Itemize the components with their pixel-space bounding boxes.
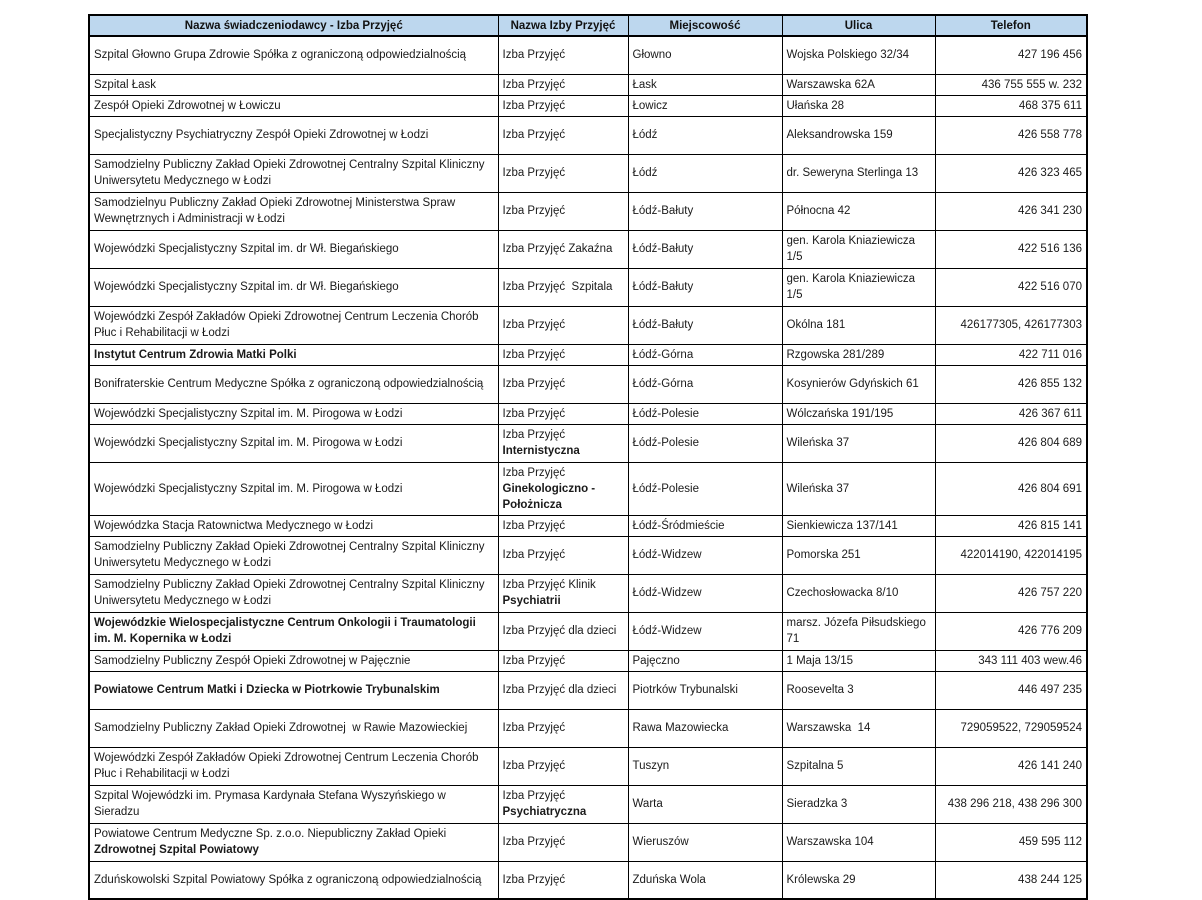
phone-cell: 426 367 611	[935, 403, 1087, 424]
ward-type-cell: Izba Przyjęć	[498, 192, 628, 230]
provider-name-cell: Szpital Łask	[89, 74, 498, 95]
provider-name-cell: Samodzielny Publiczny Zakład Opieki Zdrowotnej Centralny Szpital Kliniczny Uniwersytetu Medycznego w Łodzi	[89, 154, 498, 192]
header-street: Ulica	[782, 15, 935, 36]
phone-cell: 426 855 132	[935, 365, 1087, 403]
city-cell: Łódź	[628, 154, 782, 192]
street-cell: Wólczańska 191/195	[782, 403, 935, 424]
phone-cell: 426 804 691	[935, 462, 1087, 515]
street-cell: gen. Karola Kniaziewicza 1/5	[782, 268, 935, 306]
phone-cell: 729059522, 729059524	[935, 709, 1087, 747]
street-cell: Warszawska 62A	[782, 74, 935, 95]
ward-type-cell: Izba Przyjęć	[498, 74, 628, 95]
phone-cell: 459 595 112	[935, 823, 1087, 861]
ward-type-cell: Izba Przyjęć	[498, 823, 628, 861]
city-cell: Łódź	[628, 116, 782, 154]
ward-type-cell: Izba Przyjęć	[498, 650, 628, 671]
street-cell: Sienkiewicza 137/141	[782, 515, 935, 536]
phone-cell: 343 111 403 wew.46	[935, 650, 1087, 671]
ward-type-cell: Izba Przyjęć	[498, 403, 628, 424]
header-ward-type: Nazwa Izby Przyjęć	[498, 15, 628, 36]
ward-type-cell: Izba Przyjęć Psychiatryczna	[498, 785, 628, 823]
provider-name-cell: Samodzielny Publiczny Zakład Opieki Zdrowotnej Centralny Szpital Kliniczny Uniwersytetu Medycznego w Łodzi	[89, 536, 498, 574]
table-row	[89, 95, 1087, 116]
city-cell: Łódź-Widzew	[628, 536, 782, 574]
hospital-admissions-table	[88, 14, 1088, 900]
table-row	[89, 462, 1087, 515]
city-cell: Łódź-Widzew	[628, 612, 782, 650]
ward-type-cell: Izba Przyjęć	[498, 344, 628, 365]
phone-cell: 422 516 136	[935, 230, 1087, 268]
provider-name-cell: Wojewódzki Zespół Zakładów Opieki Zdrowotnej Centrum Leczenia Chorób Płuc i Rehabilitacji w Łodzi	[89, 747, 498, 785]
city-cell: Łódź-Polesie	[628, 424, 782, 462]
phone-cell: 427 196 456	[935, 36, 1087, 74]
provider-name-cell: Powiatowe Centrum Matki i Dziecka w Piotrkowie Trybunalskim	[89, 671, 498, 709]
provider-name-cell: Wojewódzki Zespół Zakładów Opieki Zdrowotnej Centrum Leczenia Chorób Płuc i Rehabilitacji w Łodzi	[89, 306, 498, 344]
ward-type-cell: Izba Przyjęć Szpitala	[498, 268, 628, 306]
ward-type-cell: Izba Przyjęć	[498, 36, 628, 74]
table-row	[89, 747, 1087, 785]
table-row	[89, 268, 1087, 306]
provider-name-cell: Szpital Wojewódzki im. Prymasa Kardynała Stefana Wyszyńskiego w Sieradzu	[89, 785, 498, 823]
provider-name-cell: Specjalistyczny Psychiatryczny Zespół Opieki Zdrowotnej w Łodzi	[89, 116, 498, 154]
city-cell: Łódź-Bałuty	[628, 306, 782, 344]
table-row	[89, 424, 1087, 462]
city-cell: Łódź-Śródmieście	[628, 515, 782, 536]
street-cell: Aleksandrowska 159	[782, 116, 935, 154]
city-cell: Wieruszów	[628, 823, 782, 861]
provider-name-cell: Zduńskowolski Szpital Powiatowy Spółka z ograniczoną odpowiedzialnością	[89, 861, 498, 899]
phone-cell: 422014190, 422014195	[935, 536, 1087, 574]
phone-cell: 422 711 016	[935, 344, 1087, 365]
city-cell: Łódź-Polesie	[628, 403, 782, 424]
provider-name-cell: Instytut Centrum Zdrowia Matki Polki	[89, 344, 498, 365]
table-row	[89, 709, 1087, 747]
provider-name-cell: Wojewódzki Specjalistyczny Szpital im. M. Pirogowa w Łodzi	[89, 424, 498, 462]
table-row	[89, 192, 1087, 230]
city-cell: Zduńska Wola	[628, 861, 782, 899]
table-row	[89, 230, 1087, 268]
city-cell: Piotrków Trybunalski	[628, 671, 782, 709]
city-cell: Łask	[628, 74, 782, 95]
street-cell: gen. Karola Kniaziewicza 1/5	[782, 230, 935, 268]
phone-cell: 438 296 218, 438 296 300	[935, 785, 1087, 823]
provider-name-cell: Wojewódzki Specjalistyczny Szpital im. dr Wł. Biegańskiego	[89, 230, 498, 268]
ward-type-cell: Izba Przyjęć Ginekologiczno - Położnicza	[498, 462, 628, 515]
city-cell: Łódź-Bałuty	[628, 192, 782, 230]
phone-cell: 426 323 465	[935, 154, 1087, 192]
provider-name-cell: Bonifraterskie Centrum Medyczne Spółka z ograniczoną odpowiedzialnością	[89, 365, 498, 403]
street-cell: Czechosłowacka 8/10	[782, 574, 935, 612]
street-cell: Pomorska 251	[782, 536, 935, 574]
city-cell: Tuszyn	[628, 747, 782, 785]
street-cell: Wileńska 37	[782, 462, 935, 515]
city-cell: Łódź-Górna	[628, 344, 782, 365]
provider-name-cell: Samodzielny Publiczny Zakład Opieki Zdrowotnej Centralny Szpital Kliniczny Uniwersytetu Medycznego w Łodzi	[89, 574, 498, 612]
table-row	[89, 344, 1087, 365]
ward-type-cell: Izba Przyjęć	[498, 747, 628, 785]
provider-name-cell: Samodzielny Publiczny Zespół Opieki Zdrowotnej w Pajęcznie	[89, 650, 498, 671]
table-row	[89, 365, 1087, 403]
city-cell: Łódź-Bałuty	[628, 268, 782, 306]
phone-cell: 436 755 555 w. 232	[935, 74, 1087, 95]
table-header	[89, 15, 1087, 36]
table-row	[89, 612, 1087, 650]
city-cell: Łódź-Górna	[628, 365, 782, 403]
street-cell: Wojska Polskiego 32/34	[782, 36, 935, 74]
street-cell: Wileńska 37	[782, 424, 935, 462]
header-row	[89, 15, 1087, 36]
table-row	[89, 671, 1087, 709]
ward-type-cell: Izba Przyjęć	[498, 116, 628, 154]
city-cell: Łódź-Polesie	[628, 462, 782, 515]
header-provider-name: Nazwa świadczeniodawcy - Izba Przyjęć	[89, 15, 498, 36]
table-row	[89, 36, 1087, 74]
table-row	[89, 536, 1087, 574]
table-row	[89, 785, 1087, 823]
ward-type-cell: Izba Przyjęć	[498, 365, 628, 403]
table-row	[89, 574, 1087, 612]
table-body	[89, 36, 1087, 899]
ward-type-cell: Izba Przyjęć Klinik Psychiatrii	[498, 574, 628, 612]
city-cell: Łódź-Bałuty	[628, 230, 782, 268]
ward-type-cell: Izba Przyjęć	[498, 861, 628, 899]
phone-cell: 426 558 778	[935, 116, 1087, 154]
city-cell: Łódź-Widzew	[628, 574, 782, 612]
table-row	[89, 306, 1087, 344]
phone-cell: 426 804 689	[935, 424, 1087, 462]
city-cell: Warta	[628, 785, 782, 823]
city-cell: Łowicz	[628, 95, 782, 116]
phone-cell: 426 757 220	[935, 574, 1087, 612]
provider-name-cell: Samodzielny Publiczny Zakład Opieki Zdrowotnej w Rawie Mazowieckiej	[89, 709, 498, 747]
ward-type-cell: Izba Przyjęć Internistyczna	[498, 424, 628, 462]
provider-name-cell: Wojewódzki Specjalistyczny Szpital im. M. Pirogowa w Łodzi	[89, 462, 498, 515]
street-cell: dr. Seweryna Sterlinga 13	[782, 154, 935, 192]
street-cell: Szpitalna 5	[782, 747, 935, 785]
provider-name-cell: Wojewódzki Specjalistyczny Szpital im. M. Pirogowa w Łodzi	[89, 403, 498, 424]
table-row	[89, 515, 1087, 536]
provider-name-cell: Wojewódzki Specjalistyczny Szpital im. dr Wł. Biegańskiego	[89, 268, 498, 306]
street-cell: marsz. Józefa Piłsudskiego 71	[782, 612, 935, 650]
table-row	[89, 116, 1087, 154]
provider-name-cell: Wojewódzka Stacja Ratownictwa Medycznego w Łodzi	[89, 515, 498, 536]
ward-type-cell: Izba Przyjęć Zakaźna	[498, 230, 628, 268]
table-row	[89, 403, 1087, 424]
phone-cell: 426 341 230	[935, 192, 1087, 230]
phone-cell: 422 516 070	[935, 268, 1087, 306]
provider-name-cell: Powiatowe Centrum Medyczne Sp. z.o.o. Niepubliczny Zakład Opieki Zdrowotnej Szpital Powiatowy	[89, 823, 498, 861]
provider-name-cell: Wojewódzkie Wielospecjalistyczne Centrum Onkologii i Traumatologii im. M. Kopernika w Łodzi	[89, 612, 498, 650]
street-cell: 1 Maja 13/15	[782, 650, 935, 671]
ward-type-cell: Izba Przyjęć	[498, 515, 628, 536]
phone-cell: 426 776 209	[935, 612, 1087, 650]
ward-type-cell: Izba Przyjęć dla dzieci	[498, 612, 628, 650]
phone-cell: 426177305, 426177303	[935, 306, 1087, 344]
street-cell: Rzgowska 281/289	[782, 344, 935, 365]
table-row	[89, 74, 1087, 95]
table-row	[89, 154, 1087, 192]
street-cell: Warszawska 14	[782, 709, 935, 747]
ward-type-cell: Izba Przyjęć	[498, 154, 628, 192]
ward-type-cell: Izba Przyjęć	[498, 306, 628, 344]
street-cell: Roosevelta 3	[782, 671, 935, 709]
provider-name-cell: Szpital Głowno Grupa Zdrowie Spółka z ograniczoną odpowiedzialnością	[89, 36, 498, 74]
street-cell: Kosynierów Gdyńskich 61	[782, 365, 935, 403]
provider-name-cell: Zespół Opieki Zdrowotnej w Łowiczu	[89, 95, 498, 116]
street-cell: Królewska 29	[782, 861, 935, 899]
header-phone: Telefon	[935, 15, 1087, 36]
phone-cell: 426 141 240	[935, 747, 1087, 785]
header-city: Miejscowość	[628, 15, 782, 36]
street-cell: Sieradzka 3	[782, 785, 935, 823]
phone-cell: 438 244 125	[935, 861, 1087, 899]
phone-cell: 446 497 235	[935, 671, 1087, 709]
ward-type-cell: Izba Przyjęć	[498, 709, 628, 747]
ward-type-cell: Izba Przyjęć dla dzieci	[498, 671, 628, 709]
ward-type-cell: Izba Przyjęć	[498, 95, 628, 116]
street-cell: Warszawska 104	[782, 823, 935, 861]
city-cell: Głowno	[628, 36, 782, 74]
street-cell: Okólna 181	[782, 306, 935, 344]
street-cell: Północna 42	[782, 192, 935, 230]
hospital-admissions-table-container	[88, 14, 1086, 900]
street-cell: Ułańska 28	[782, 95, 935, 116]
city-cell: Pajęczno	[628, 650, 782, 671]
provider-name-cell: Samodzielnyu Publiczny Zakład Opieki Zdrowotnej Ministerstwa Spraw Wewnętrznych i Administracji w Łodzi	[89, 192, 498, 230]
phone-cell: 426 815 141	[935, 515, 1087, 536]
table-row	[89, 650, 1087, 671]
ward-type-cell: Izba Przyjęć	[498, 536, 628, 574]
city-cell: Rawa Mazowiecka	[628, 709, 782, 747]
phone-cell: 468 375 611	[935, 95, 1087, 116]
table-row	[89, 823, 1087, 861]
table-row	[89, 861, 1087, 899]
